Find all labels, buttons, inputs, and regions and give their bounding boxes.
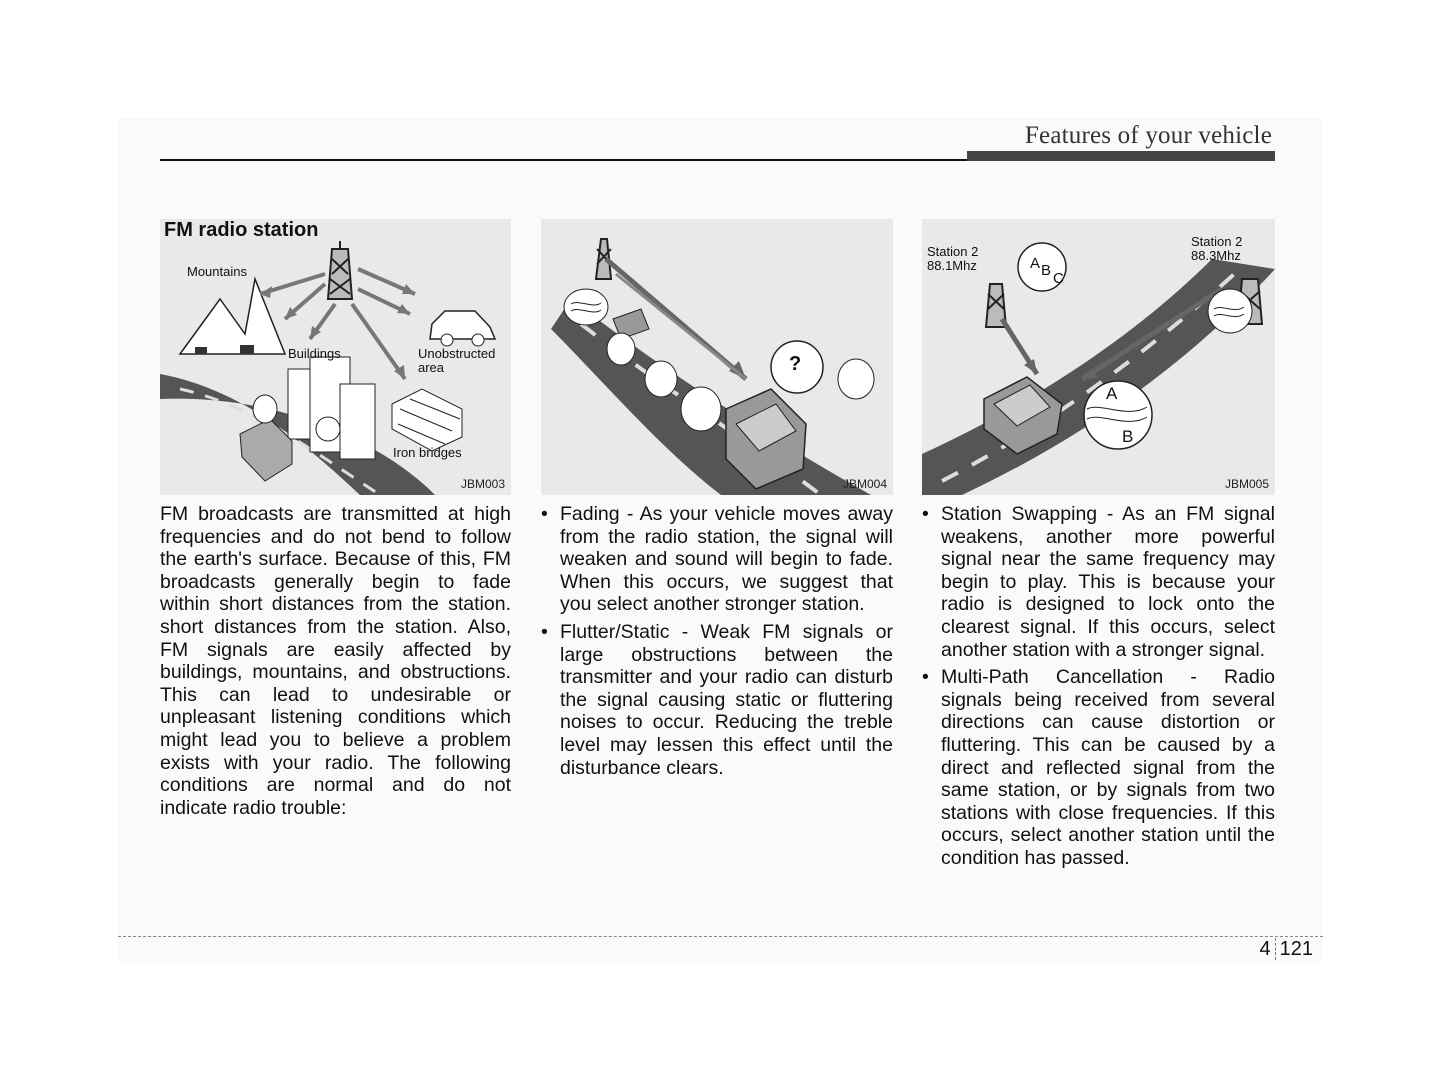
bullet-text-flutter-static: Flutter/Static - Weak FM signals or large obstructions between the transmitter and your radio can disturb the signal causing static or fluttering noises to occur. Reducing the treble level may lessen this effect until the disturbance clears. xyxy=(560,620,893,779)
figure-code: JBM005 xyxy=(1224,477,1269,491)
figure-code: JBM004 xyxy=(842,477,887,491)
bubble-letter-b-2: B xyxy=(1122,427,1134,446)
intro-paragraph: FM broadcasts are transmitted at high frequencies and do not bend to follow the earth's surface. Because of this, FM broadcasts generally begin to fade within short distances from the station. short distances from the station. Also, FM signals are easily affected by buildings, mountains, and obstructions. This can lead to undesirable or unpleasant listening conditions which might lead you to believe a problem exists with your radio. The following conditions are normal and do not indicate radio trouble: xyxy=(160,503,511,819)
header-rule xyxy=(160,159,967,161)
bullet-dot: • xyxy=(922,503,929,525)
column-swapping-multipath xyxy=(922,503,1275,875)
header-bar xyxy=(967,151,1275,161)
label-buildings: Buildings xyxy=(288,346,341,361)
page-number xyxy=(1260,938,1314,961)
bullet-text-multipath: Multi-Path Cancellation - Radio signals being received from several directions can cause distortion or fluttering. This can be caused by a direct and reflected signal from the same station, or by signals from two stations with close frequencies. If this occurs, select another station until the condition has passed. xyxy=(941,666,1275,869)
chapter-number: 4 xyxy=(1259,938,1271,960)
bubble-letter-a-2: A xyxy=(1106,384,1118,403)
label-mountains: Mountains xyxy=(187,264,247,279)
bullet-item xyxy=(922,503,1275,661)
bubble-letter-b: B xyxy=(1041,262,1052,279)
bullet-dot: • xyxy=(541,503,548,525)
question-mark: ? xyxy=(789,353,802,375)
bullet-dot: • xyxy=(922,666,929,689)
page-separator xyxy=(1275,938,1276,960)
label-station-left-name: Station 2 xyxy=(927,244,979,259)
column-fading-static xyxy=(541,503,893,784)
figure-fm-radio-station xyxy=(160,219,511,495)
header-title: Features of your vehicle xyxy=(1024,122,1272,149)
fading-illustration xyxy=(541,219,893,495)
label-station-left-freq: 88.1Mhz xyxy=(927,258,977,273)
column-intro xyxy=(160,503,511,819)
bullet-dot: • xyxy=(541,620,548,643)
bubble-letter-a: A xyxy=(1030,255,1041,272)
label-unobstructed-area: Unobstructed area xyxy=(418,346,496,375)
bullet-item xyxy=(922,666,1275,869)
figure-fading xyxy=(541,219,893,495)
bullet-text-station-swapping: Station Swapping - As an FM signal weakens, another more powerful signal near the same frequency may begin to play. This is because your radio is designed to lock onto the clearest signal. If this occurs, select another station with a stronger signal. xyxy=(941,503,1275,661)
label-station-right-name: Station 2 xyxy=(1191,234,1243,249)
bullet-item xyxy=(541,621,893,779)
bullet-item xyxy=(541,503,893,616)
label-iron-bridges: Iron bridges xyxy=(393,445,462,460)
section-title: FM radio station xyxy=(164,219,319,241)
bubble-letter-c: C xyxy=(1053,270,1064,287)
page-number-value: 121 xyxy=(1279,938,1313,960)
footer-rule xyxy=(118,936,1323,937)
figure-code: JBM003 xyxy=(460,477,505,491)
bullet-text-fading: Fading - As your vehicle moves away from the radio station, the signal will weaken and sound will begin to fade. When this occurs, we suggest that you select another stronger station. xyxy=(560,503,893,616)
figure-station-swapping xyxy=(922,219,1275,495)
label-station-right-freq: 88.3Mhz xyxy=(1191,248,1241,263)
